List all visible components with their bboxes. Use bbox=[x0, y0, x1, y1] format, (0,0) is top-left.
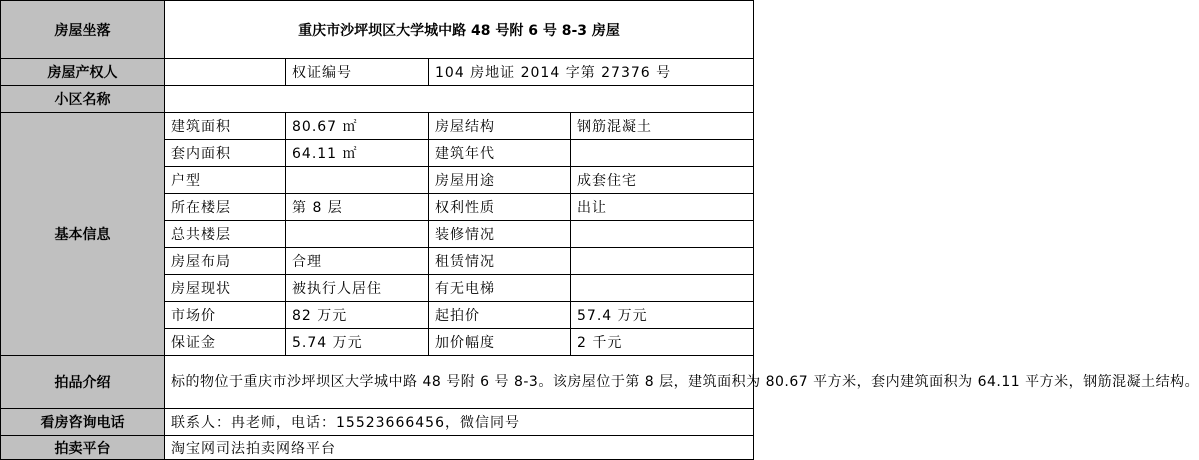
field-label: 户型 bbox=[165, 167, 286, 194]
field-label: 有无电梯 bbox=[429, 275, 571, 302]
intro-text: 标的物位于重庆市沙坪坝区大学城中路 48 号附 6 号 8-3。该房屋位于第 8 层，建筑面积为 80.67 平方米，套内建筑面积为 64.11 平方米，钢筋混凝土结构。 bbox=[165, 356, 754, 409]
cert-label: 权证编号 bbox=[286, 59, 429, 86]
community-row bbox=[1, 86, 754, 113]
field-value bbox=[571, 221, 754, 248]
basic-info-label: 基本信息 bbox=[1, 113, 165, 356]
field-label: 总共楼层 bbox=[165, 221, 286, 248]
field-label: 装修情况 bbox=[429, 221, 571, 248]
field-value: 第 8 层 bbox=[286, 194, 429, 221]
field-value bbox=[571, 248, 754, 275]
field-value: 出让 bbox=[571, 194, 754, 221]
field-value bbox=[571, 275, 754, 302]
field-value bbox=[286, 221, 429, 248]
field-label: 房屋用途 bbox=[429, 167, 571, 194]
intro-row bbox=[1, 356, 754, 409]
field-value: 被执行人居住 bbox=[286, 275, 429, 302]
field-value: 57.4 万元 bbox=[571, 302, 754, 329]
field-value: 成套住宅 bbox=[571, 167, 754, 194]
field-value: 钢筋混凝土 bbox=[571, 113, 754, 140]
field-label: 起拍价 bbox=[429, 302, 571, 329]
platform-label: 拍卖平台 bbox=[1, 436, 165, 460]
location-value: 重庆市沙坪坝区大学城中路 48 号附 6 号 8-3 房屋 bbox=[165, 1, 754, 59]
field-label: 房屋现状 bbox=[165, 275, 286, 302]
location-row bbox=[1, 1, 754, 59]
contact-row bbox=[1, 409, 754, 436]
field-label: 房屋布局 bbox=[165, 248, 286, 275]
field-label: 权利性质 bbox=[429, 194, 571, 221]
field-value: 2 千元 bbox=[571, 329, 754, 356]
contact-value: 联系人：冉老师，电话：15523666456，微信同号 bbox=[165, 409, 754, 436]
community-label: 小区名称 bbox=[1, 86, 165, 113]
field-value: 64.11 ㎡ bbox=[286, 140, 429, 167]
field-label: 套内面积 bbox=[165, 140, 286, 167]
field-label: 建筑面积 bbox=[165, 113, 286, 140]
platform-row bbox=[1, 436, 754, 460]
basic-row bbox=[1, 113, 754, 140]
owner-label: 房屋产权人 bbox=[1, 59, 165, 86]
intro-label: 拍品介绍 bbox=[1, 356, 165, 409]
owner-row bbox=[1, 59, 754, 86]
field-value bbox=[286, 167, 429, 194]
field-label: 保证金 bbox=[165, 329, 286, 356]
field-label: 租赁情况 bbox=[429, 248, 571, 275]
contact-label: 看房咨询电话 bbox=[1, 409, 165, 436]
field-value: 5.74 万元 bbox=[286, 329, 429, 356]
field-value bbox=[571, 140, 754, 167]
community-value bbox=[165, 86, 754, 113]
field-label: 房屋结构 bbox=[429, 113, 571, 140]
field-value: 82 万元 bbox=[286, 302, 429, 329]
field-value: 合理 bbox=[286, 248, 429, 275]
cert-value: 104 房地证 2014 字第 27376 号 bbox=[429, 59, 754, 86]
owner-value bbox=[165, 59, 286, 86]
field-label: 建筑年代 bbox=[429, 140, 571, 167]
platform-value: 淘宝网司法拍卖网络平台 bbox=[165, 436, 754, 460]
field-label: 市场价 bbox=[165, 302, 286, 329]
field-label: 所在楼层 bbox=[165, 194, 286, 221]
location-label: 房屋坐落 bbox=[1, 1, 165, 59]
field-label: 加价幅度 bbox=[429, 329, 571, 356]
field-value: 80.67 ㎡ bbox=[286, 113, 429, 140]
